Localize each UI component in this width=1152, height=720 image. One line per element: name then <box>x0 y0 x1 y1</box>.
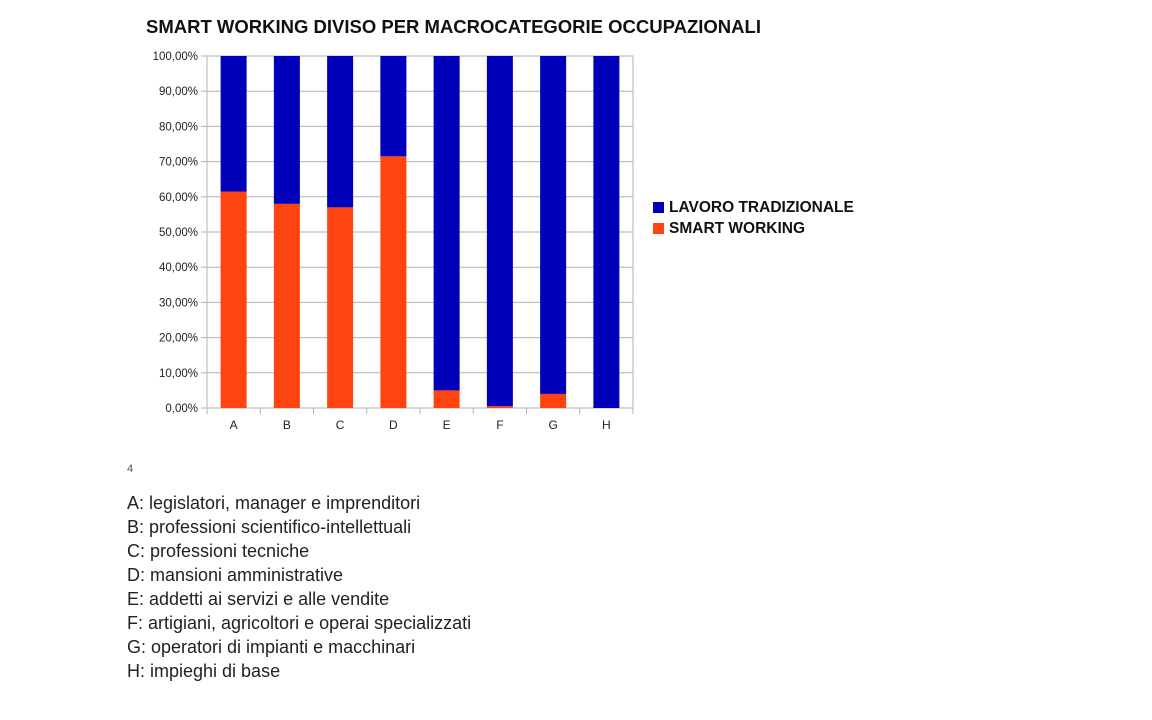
chart-legend <box>653 197 854 239</box>
legend-label-lavoro-tradizionale: LAVORO TRADIZIONALE <box>669 198 854 216</box>
bar-smart-working-b <box>274 204 300 408</box>
bar-lavoro-tradizionale-a <box>221 56 247 192</box>
x-tick-label: F <box>496 418 504 432</box>
y-tick-label: 60,00% <box>158 191 198 204</box>
bar-lavoro-tradizionale-h <box>593 56 619 408</box>
x-tick-label: E <box>442 418 451 432</box>
y-tick-label: 50,00% <box>158 227 198 239</box>
y-tick-label: 20,00% <box>158 332 198 345</box>
y-tick-label: 90,00% <box>158 86 198 99</box>
bar-lavoro-tradizionale-e <box>434 56 460 390</box>
key-item-c: C: professioni tecniche <box>127 541 310 561</box>
y-tick-label: 30,00% <box>158 297 198 310</box>
chart-title: SMART WORKING DIVISO PER MACROCATEGORIE OCCUPAZIONALI <box>146 16 761 37</box>
x-tick-label: G <box>548 418 558 432</box>
bar-lavoro-tradizionale-g <box>540 56 566 394</box>
y-tick-label: 10,00% <box>158 367 198 380</box>
category-key-list <box>127 491 471 683</box>
legend-item-lavoro-tradizionale <box>653 197 854 218</box>
legend-swatch-lavoro-tradizionale <box>653 202 664 213</box>
bar-smart-working-d <box>380 156 406 408</box>
key-item-e: E: addetti ai servizi e alle vendite <box>127 589 390 609</box>
x-tick-label: B <box>282 418 291 432</box>
x-tick-label: A <box>229 418 238 432</box>
key-item-b: B: professioni scientifico-intellettuali <box>127 517 412 537</box>
bar-lavoro-tradizionale-d <box>380 56 406 156</box>
bar-smart-working-c <box>327 207 353 408</box>
bar-lavoro-tradizionale-f <box>487 56 513 406</box>
legend-item-smart-working <box>653 218 854 239</box>
key-item-g: G: operatori di impianti e macchinari <box>127 637 416 657</box>
page-number: 4 <box>127 463 134 475</box>
y-tick-label: 100,00% <box>152 51 198 63</box>
key-item-f: F: artigiani, agricoltori e operai specializzati <box>127 613 472 633</box>
bar-smart-working-f <box>487 406 513 408</box>
bar-smart-working-e <box>434 390 460 408</box>
legend-label-smart-working: SMART WORKING <box>669 219 806 237</box>
bar-lavoro-tradizionale-c <box>327 56 353 207</box>
x-tick-label: H <box>602 418 611 432</box>
y-tick-label: 80,00% <box>158 121 198 134</box>
bar-lavoro-tradizionale-b <box>274 56 300 204</box>
y-tick-label: 70,00% <box>158 156 198 169</box>
y-tick-label: 40,00% <box>158 262 198 275</box>
key-item-d: D: mansioni amministrative <box>127 565 344 585</box>
key-item-h: H: impieghi di base <box>127 661 281 681</box>
key-item-a: A: legislatori, manager e imprenditori <box>127 493 421 513</box>
bar-smart-working-a <box>221 192 247 408</box>
legend-swatch-smart-working <box>653 223 664 234</box>
bar-smart-working-g <box>540 394 566 408</box>
y-tick-label: 0,00% <box>165 403 198 415</box>
x-tick-label: D <box>389 418 398 432</box>
x-tick-label: C <box>335 418 345 432</box>
